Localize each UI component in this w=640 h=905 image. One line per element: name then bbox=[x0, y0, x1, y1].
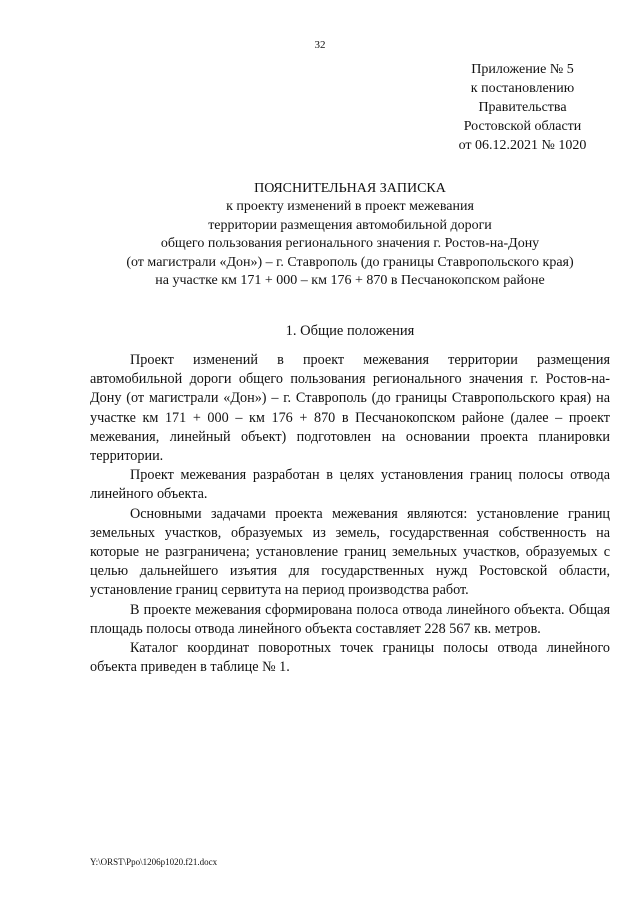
appendix-line: от 06.12.2021 № 1020 bbox=[458, 138, 587, 153]
appendix-line: Правительства bbox=[478, 100, 567, 115]
paragraph: Каталог координат поворотных точек границы полосы отвода линейного объекта приведен в таблице № 1. bbox=[90, 640, 610, 676]
heading-line: территории размещения автомобильной дороги bbox=[208, 217, 492, 233]
appendix-line: Приложение № 5 bbox=[471, 62, 574, 77]
footer-file-path: Y:\ORST\Ppo\1206p1020.f21.docx bbox=[90, 857, 218, 867]
appendix-line: к постановлению bbox=[470, 81, 575, 96]
body-text bbox=[90, 351, 610, 677]
document-heading bbox=[60, 180, 640, 290]
heading-line: на участке км 171 + 000 – км 176 + 870 в Песчанокопском районе bbox=[155, 273, 545, 289]
heading-line: к проекту изменений в проект межевания bbox=[226, 199, 474, 215]
page-number: 32 bbox=[314, 39, 326, 51]
paragraph: В проекте межевания сформирована полоса отвода линейного объекта. Общая площадь полосы отвода линейного объекта составляет 228 567 кв. метров. bbox=[90, 601, 610, 637]
appendix-block bbox=[430, 60, 615, 155]
paragraph: Проект изменений в проект межевания территории размещения автомобильной дороги общего пользования регионального значения г. Ростов-на-Дону (от магистрали «Дон») – г. Ставрополь (до границы Ставропольского края) на участке км 171 + 000 – км 176 + 870 в Песчанокопском районе (далее – проект межевания, линейный объект) подготовлен на основании проекта планировки территории. bbox=[90, 352, 610, 465]
appendix-line: Ростовской области bbox=[463, 119, 582, 134]
paragraph: Проект межевания разработан в целях установления границ полосы отвода линейного объекта. bbox=[90, 467, 610, 503]
paragraph: Основными задачами проекта межевания являются: установление границ земельных участков, образуемых из земель, государственная собственность на которые не разграничена; установление границ земельных участков, образуемых с целью дальнейшего изъятия для государственных нужд Ростовской области, установление границ сервитута на период производства работ. bbox=[90, 505, 610, 599]
section-title: 1. Общие положения bbox=[285, 323, 415, 339]
document-title: ПОЯСНИТЕЛЬНАЯ ЗАПИСКА bbox=[254, 181, 446, 196]
heading-line: (от магистрали «Дон») – г. Ставрополь (до границы Ставропольского края) bbox=[126, 254, 574, 270]
heading-line: общего пользования регионального значения г. Ростов-на-Дону bbox=[160, 236, 540, 252]
